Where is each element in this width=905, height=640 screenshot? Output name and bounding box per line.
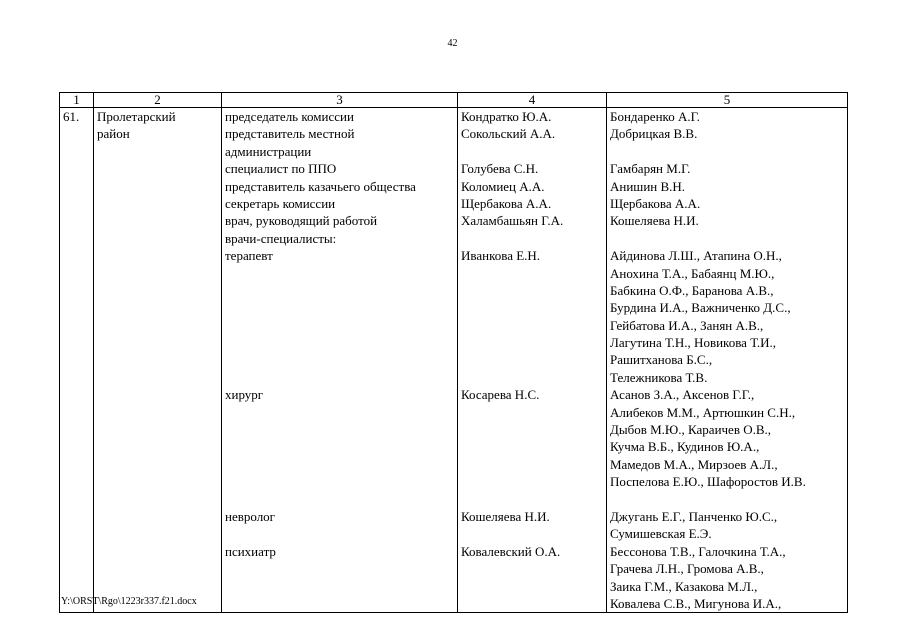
member-line: Кошеляева Н.И. [461, 508, 550, 524]
reserve-line: Алибеков М.М., Артюшкин С.Н., [610, 404, 796, 420]
role-line [225, 404, 454, 421]
header-row [60, 93, 848, 108]
reserve-line [610, 230, 844, 247]
member-line [461, 595, 603, 612]
member-line [461, 317, 603, 334]
reserve-line: Бондаренко А.Г. [610, 109, 700, 124]
role-line: невролог [225, 508, 276, 524]
reserve-line: Кучма В.Б., Кудинов Ю.А., [610, 439, 760, 455]
role-line: психиатр [225, 543, 276, 559]
header-col-1: 1 [60, 93, 94, 108]
member-line [461, 230, 603, 247]
member-line: Щербакова А.А. [461, 195, 552, 211]
reserve-line: Гамбарян М.Г. [610, 161, 691, 177]
member-line [461, 525, 603, 542]
role-line: хирург [225, 387, 264, 403]
members-cell [458, 108, 607, 613]
district-line: Пролетарский [97, 109, 176, 124]
roles-cell [222, 108, 458, 613]
reserve-line: Джугань Е.Г., Панченко Ю.С., [610, 508, 778, 524]
role-line [225, 299, 454, 316]
reserves-cell [607, 108, 848, 613]
table-row [60, 108, 848, 613]
header-col-3: 3 [222, 93, 458, 108]
reserve-line: Анишин В.Н. [610, 178, 686, 194]
reserve-line: Ковалева С.В., Мигунова И.А., [610, 595, 782, 611]
role-line [225, 456, 454, 473]
role-line [225, 334, 454, 351]
commission-table [59, 92, 848, 613]
role-line [225, 351, 454, 368]
role-line [225, 282, 454, 299]
reserve-line: Заика Г.М., Казакова М.Л., [610, 578, 758, 594]
member-line: Халамбашьян Г.А. [461, 213, 564, 229]
role-line: врачи-специалисты: [225, 230, 337, 246]
role-line: администрации [225, 143, 312, 159]
role-line [225, 438, 454, 455]
member-line: Ковалевский О.А. [461, 543, 561, 559]
member-line [461, 282, 603, 299]
reserve-line: Поспелова Е.Ю., Шафоростов И.В. [610, 474, 806, 490]
role-line: врач, руководящий работой [225, 213, 378, 229]
district-line: район [97, 126, 130, 142]
member-line [461, 265, 603, 282]
role-line: представитель казачьего общества [225, 178, 416, 194]
page-number: 42 [447, 38, 458, 49]
role-line [225, 369, 454, 386]
member-line [461, 351, 603, 368]
member-line [461, 369, 603, 386]
header-col-4: 4 [458, 93, 607, 108]
role-line [225, 525, 454, 542]
role-line [225, 578, 454, 595]
reserve-line: Лагутина Т.Н., Новикова Т.И., [610, 335, 776, 351]
reserve-line: Сумишевская Е.Э. [610, 526, 712, 542]
role-line: терапевт [225, 248, 273, 264]
reserve-line: Айдинова Л.Ш., Атапина О.Н., [610, 248, 782, 264]
member-line [461, 334, 603, 351]
reserve-line: Асанов З.А., Аксенов Г.Г., [610, 387, 755, 403]
member-line [461, 404, 603, 421]
role-line [225, 491, 454, 508]
member-line: Кондратко Ю.А. [461, 109, 552, 124]
role-line [225, 473, 454, 490]
reserve-line: Анохина Т.А., Бабаянц М.Ю., [610, 265, 775, 281]
member-line [461, 299, 603, 316]
member-line: Голубева С.Н. [461, 161, 539, 177]
member-line: Сокольский А.А. [461, 126, 556, 142]
role-line [225, 265, 454, 282]
role-line: секретарь комиссии [225, 195, 336, 211]
member-line [461, 421, 603, 438]
member-line: Иванкова Е.Н. [461, 248, 541, 264]
reserve-line: Кошеляева Н.И. [610, 213, 699, 229]
member-line: Косарева Н.С. [461, 387, 540, 403]
reserve-line: Бессонова Т.В., Галочкина Т.А., [610, 543, 786, 559]
row-number: 61. [63, 109, 80, 124]
member-line [461, 143, 603, 160]
reserve-line: Добрицкая В.В. [610, 126, 698, 142]
reserve-line [610, 143, 844, 160]
reserve-line: Тележникова Т.В. [610, 369, 708, 385]
member-line [461, 473, 603, 490]
reserve-line: Щербакова А.А. [610, 195, 701, 211]
reserve-line: Дыбов М.Ю., Караичев О.В., [610, 422, 772, 438]
reserve-line: Бабкина О.Ф., Баранова А.В., [610, 282, 774, 298]
member-line [461, 578, 603, 595]
member-line: Коломиец А.А. [461, 178, 545, 194]
header-col-2: 2 [94, 93, 222, 108]
role-line [225, 421, 454, 438]
member-line [461, 560, 603, 577]
district-cell [94, 108, 222, 613]
role-line: представитель местной [225, 126, 355, 142]
reserve-line [610, 491, 844, 508]
member-line [461, 438, 603, 455]
role-line: председатель комиссии [225, 109, 354, 124]
member-line [461, 491, 603, 508]
file-path-footer: Y:\ORST\Rgo\1223r337.f21.docx [61, 596, 197, 607]
reserve-line: Грачева Л.Н., Громова А.В., [610, 561, 764, 577]
reserve-line: Гейбатова И.А., Занян А.В., [610, 317, 764, 333]
header-col-5: 5 [607, 93, 848, 108]
reserve-line: Бурдина И.А., Важниченко Д.С., [610, 300, 791, 316]
row-number-cell [60, 108, 94, 613]
role-line [225, 595, 454, 612]
role-line [225, 317, 454, 334]
reserve-line: Мамедов М.А., Мирзоев А.Л., [610, 456, 778, 472]
role-line [225, 560, 454, 577]
role-line: специалист по ППО [225, 161, 337, 177]
reserve-line: Рашитханова Б.С., [610, 352, 713, 368]
member-line [461, 456, 603, 473]
